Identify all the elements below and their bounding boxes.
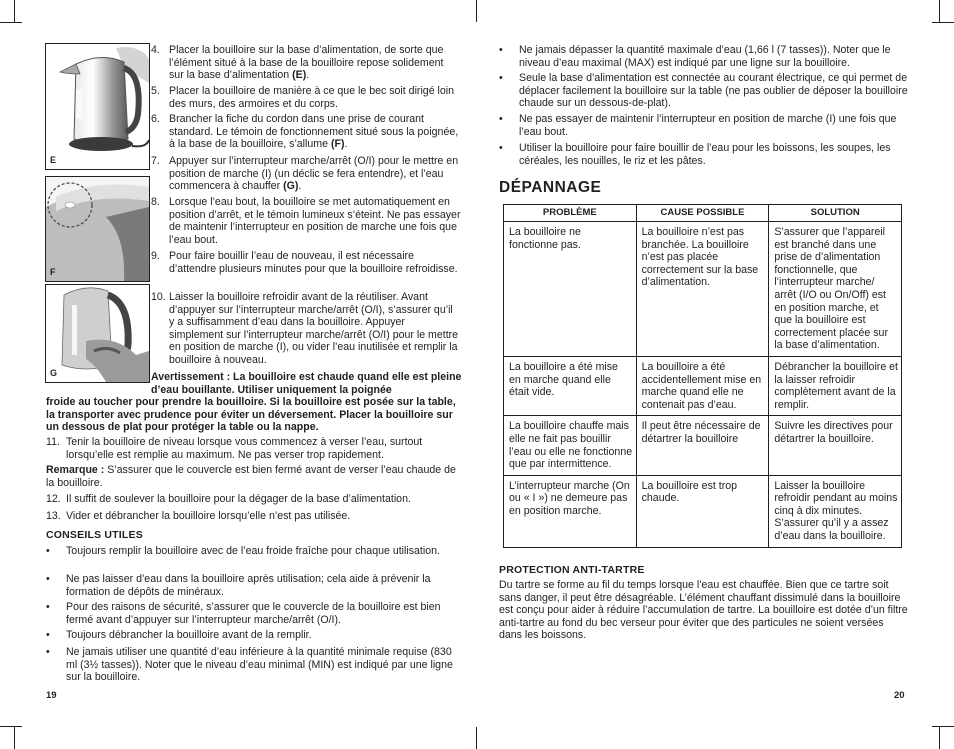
center-crop-mark xyxy=(476,0,477,22)
table-cell: La bouilloire est trop chaude. xyxy=(636,475,769,547)
remark-paragraph xyxy=(46,464,456,489)
crop-mark xyxy=(14,0,15,22)
figure-label: G xyxy=(50,368,58,379)
bullet-icon: • xyxy=(46,545,50,557)
table-cell: Suivre les directives pour détartrer la bouilloire. xyxy=(769,416,902,475)
figure-e xyxy=(45,43,150,170)
bullet-icon: • xyxy=(46,629,50,641)
antitartre-heading: PROTECTION ANTI-TARTRE xyxy=(499,564,645,576)
crop-mark xyxy=(939,0,940,22)
tip-item: • Pour des raisons de sécurité, s’assurer que le couvercle de la bouilloire est bien fermé avant d’appuyer sur l’interrupteur marche/arrêt (O/I). xyxy=(46,601,441,626)
troubleshooting-table xyxy=(503,204,902,548)
instruction-step-12: 12. Il suffit de soulever la bouilloire pour la dégager de la base d’alimentation. xyxy=(46,493,411,505)
instruction-step-10: 10. Laisser la bouilloire refroidir avant de la réutiliser. Avant d’appuyer sur l’interrupteur marche/arrêt (O/I), s’assurer qu’il y a suffisamment d’eau dans la bouilloire. Appuyer simplement sur l’interrupteur marche/arrêt (O/I) pour le mettre en position de marche (I), ou vider l’eau inutilisée et remplir la bouilloire à nouveau. xyxy=(151,291,459,366)
tip-item: • Utiliser la bouilloire pour faire bouillir de l’eau pour les boissons, les soupes, les céréales, les nouilles, le riz et les pâtes. xyxy=(499,142,891,167)
bullet-icon: • xyxy=(46,646,50,658)
instruction-step-13: 13. Vider et débrancher la bouilloire lorsqu’elle n’est pas utilisée. xyxy=(46,510,351,522)
kettle-illustration xyxy=(46,44,149,169)
instruction-step-6: 6. Brancher la fiche du cordon dans une prise de courant standard. Le témoin de fonctionnement situé sous la poignée, à la base de la bouilloire, s’allume (F). xyxy=(151,113,459,151)
tip-item: • Seule la base d’alimentation est connectée au courant électrique, ce qui permet de déplacer facilement la bouilloire sur la table (ne pas oublier de déposer la bouilloire chaude sur un dessous-de-plat). xyxy=(499,72,908,110)
tips-heading: CONSEILS UTILES xyxy=(46,529,143,541)
warning-lead: Avertissement : La bouilloire est chaude quand elle est pleine d’eau bouillante. Utiliser uniquement la poignée xyxy=(151,371,462,396)
table-header-row xyxy=(504,205,902,222)
table-cell: La bouilloire ne fonctionne pas. xyxy=(504,222,637,357)
column-header-solution: SOLUTION xyxy=(769,205,902,222)
table-cell: La bouilloire a été mise en marche quand elle était vide. xyxy=(504,356,637,415)
page-number-left: 19 xyxy=(46,690,57,701)
switch-press-illustration xyxy=(46,285,149,382)
table-row xyxy=(504,416,902,475)
instruction-step-11: 11. Tenir la bouilloire de niveau lorsque vous commencez à verser l’eau, surtout lorsqu’elle est remplie au maximum. Ne pas verser trop rapidement. xyxy=(46,436,423,461)
center-crop-mark xyxy=(476,727,477,749)
instruction-step-9: 9. Pour faire bouillir l’eau de nouveau, il est nécessaire d’attendre plusieurs minutes pour que la bouilloire refroidisse. xyxy=(151,250,458,275)
instruction-step-7: 7. Appuyer sur l’interrupteur marche/arrêt (O/I) pour le mettre en position de marche (I) (un déclic se fera entendre), et l’eau commencera à chauffer (G). xyxy=(151,155,459,193)
tip-item: • Ne jamais dépasser la quantité maximale d’eau (1,66 l (7 tasses)). Noter que le niveau d’eau maximal (MAX) est indiqué par une ligne sur la bouilloire. xyxy=(499,44,891,69)
crop-mark xyxy=(0,726,22,727)
remark-label: Remarque : xyxy=(46,464,105,476)
column-header-cause: CAUSE POSSIBLE xyxy=(636,205,769,222)
figure-label: F xyxy=(50,267,56,278)
table-cell: S’assurer que l’appareil est branché dans une prise de d’alimentation fonctionnelle, que l’interrupteur marche/ arrêt (I/O ou On/Off) est en position marche, et que la bouilloire est correctement placée sur la base d’alimentation. xyxy=(769,222,902,357)
table-cell: L’interrupteur marche (On ou « I ») ne demeure pas en position marche. xyxy=(504,475,637,547)
instruction-step-5: 5. Placer la bouilloire de manière à ce que le bec soit dirigé loin des murs, des armoires et du corps. xyxy=(151,85,455,110)
table-row xyxy=(504,475,902,547)
crop-mark xyxy=(0,22,22,23)
tip-item: • Toujours remplir la bouilloire avec de l’eau froide fraîche pour chaque utilisation. xyxy=(46,545,440,557)
crop-mark xyxy=(932,726,954,727)
bullet-icon: • xyxy=(499,44,503,56)
remark-text: S’assurer que le couvercle est bien fermé avant de verser l’eau chaude de la bouilloire. xyxy=(46,464,456,489)
bullet-icon: • xyxy=(499,113,503,125)
crop-mark xyxy=(939,727,940,749)
bullet-icon: • xyxy=(499,142,503,154)
table-cell: La bouilloire a été accidentellement mise en marche quand elle ne contenait pas d’eau. xyxy=(636,356,769,415)
bullet-icon: • xyxy=(499,72,503,84)
bullet-icon: • xyxy=(46,573,50,585)
tip-item: • Ne pas laisser d’eau dans la bouilloire après utilisation; cela aide à prévenir la formation de dépôts de minéraux. xyxy=(46,573,431,598)
table-cell: Laisser la bouilloire refroidir pendant au moins cinq à dix minutes. S’assurer qu’il y a assez d’eau dans la bouilloire. xyxy=(769,475,902,547)
table-row xyxy=(504,356,902,415)
table-cell: Débrancher la bouilloire et la laisser refroidir complètement avant de la remplir. xyxy=(769,356,902,415)
section-title: DÉPANNAGE xyxy=(499,179,602,196)
figure-label: E xyxy=(50,155,57,166)
figure-f xyxy=(45,176,150,282)
tip-item: • Ne jamais utiliser une quantité d’eau inférieure à la quantité minimale requise (830 ml (3½ tasses)). Noter que le niveau d’eau minimal (MIN) est indiqué par une ligne sur la bouilloire. xyxy=(46,646,453,684)
table-cell: La bouilloire chauffe mais elle ne fait pas bouillir l’eau ou elle ne fonctionne que par intermittence. xyxy=(504,416,637,475)
crop-mark xyxy=(932,22,954,23)
figure-g xyxy=(45,284,150,383)
table-cell: Il peut être nécessaire de détartrer la bouilloire xyxy=(636,416,769,475)
table-row xyxy=(504,222,902,357)
table-cell: La bouilloire n’est pas branchée. La bouilloire n’est pas placée correctement sur la base d’alimentation. xyxy=(636,222,769,357)
antitartre-paragraph: Du tartre se forme au fil du temps lorsque l’eau est chauffée. Bien que ce tartre soit sans danger, il peut être désagréable. L’élément chauffant dissimulé dans la bouilloire est conçu pour aider à réduire l’accumulation de tartre. La bouilloire est dotée d’un filtre anti-tartre au fond du bec verseur pour éviter que des particules ne soient versées dans les boissons. xyxy=(499,579,908,642)
page-number-right: 20 xyxy=(894,690,905,701)
warning-rest: froide au toucher pour prendre la bouilloire. Si la bouilloire est posée sur la table, la transporter avec prudence pour éviter un déversement. Placer la bouilloire sur un dessous de plat pour protéger la table ou la nappe. xyxy=(46,396,456,434)
instruction-step-8: 8. Lorsque l’eau bout, la bouilloire se met automatiquement en position d’arrêt, et le témoin lumineux s’éteint. Ne pas essayer de maintenir l’interrupteur en position de marche une fois que l’eau bout. xyxy=(151,196,461,246)
crop-mark xyxy=(14,727,15,749)
tip-item: • Ne pas essayer de maintenir l’interrupteur en position de marche (I) une fois que l’eau bout. xyxy=(499,113,897,138)
power-light-illustration xyxy=(46,177,149,281)
tip-item: • Toujours débrancher la bouilloire avant de la remplir. xyxy=(46,629,312,641)
column-header-problem: PROBLÈME xyxy=(504,205,637,222)
warning-paragraph xyxy=(46,371,462,434)
bullet-icon: • xyxy=(46,601,50,613)
instruction-step-4: 4. Placer la bouilloire sur la base d’alimentation, de sorte que l’élément situé à la base de la bouilloire repose solidement sur la base d’alimentation (E). xyxy=(151,44,444,82)
